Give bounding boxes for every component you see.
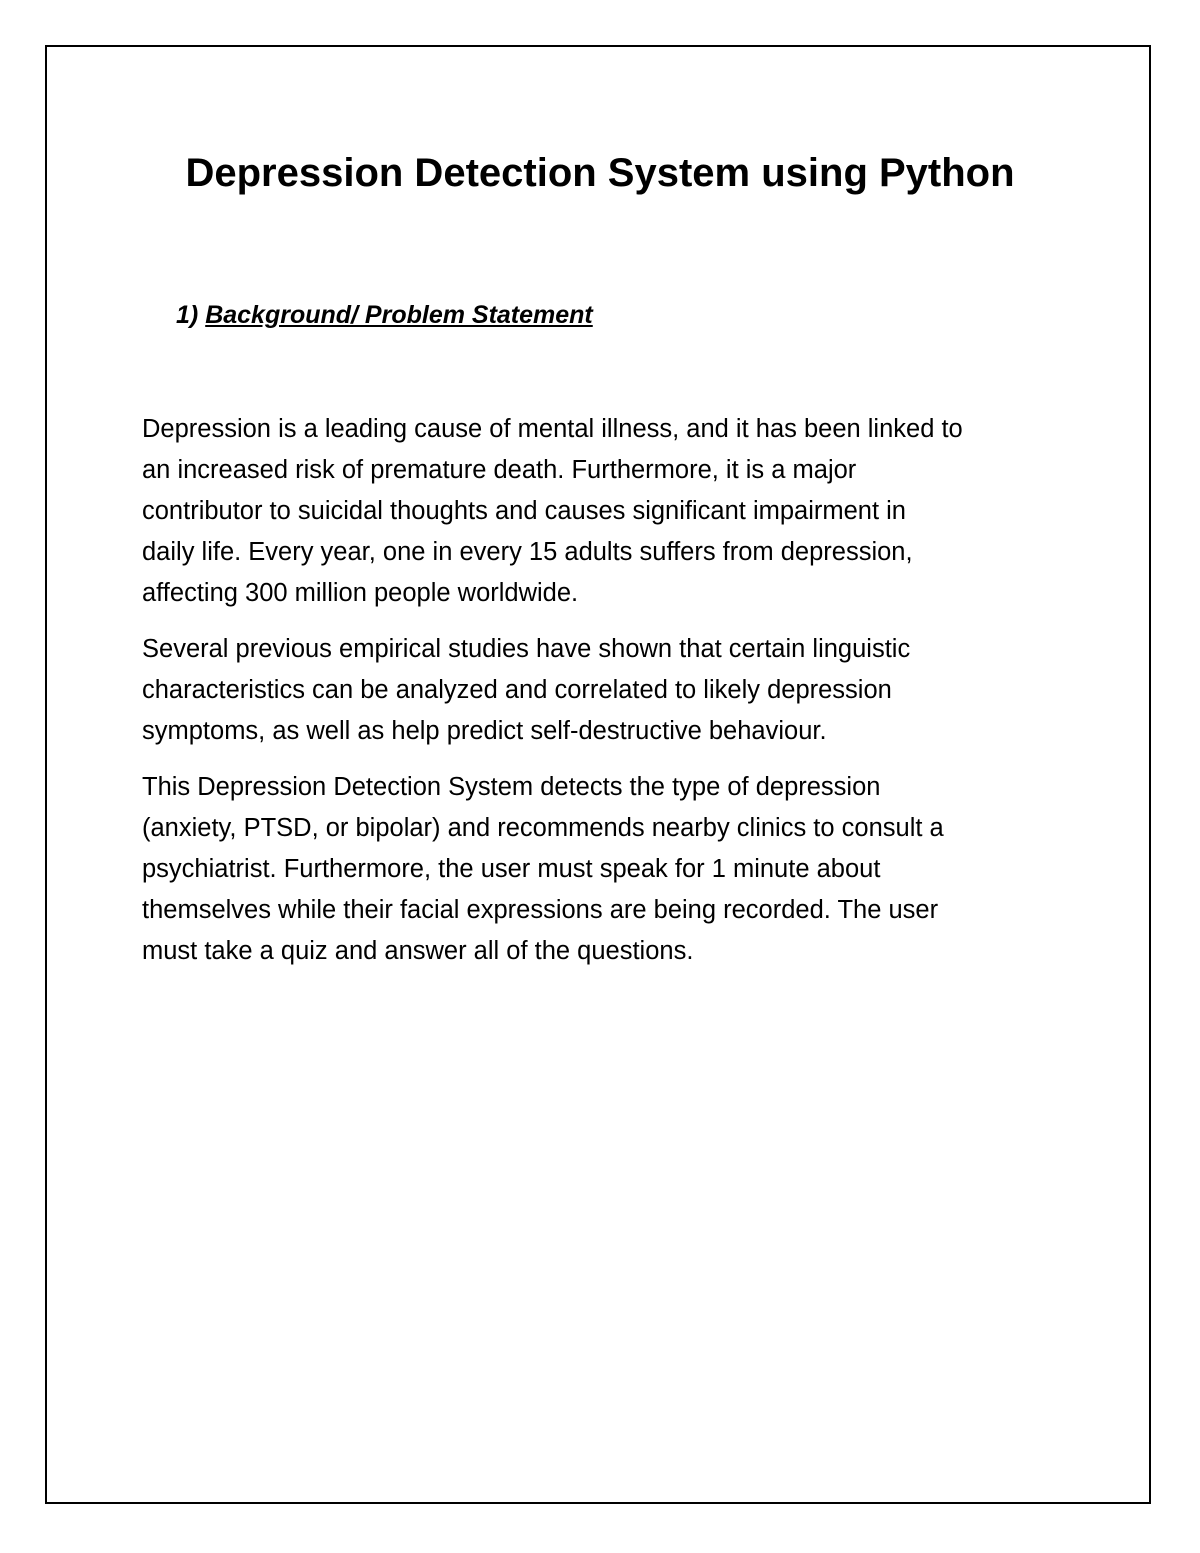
text-line: an increased risk of premature death. Furthermore, it is a major xyxy=(142,456,857,484)
text-line: daily life. Every year, one in every 15 adults suffers from depression, xyxy=(142,538,913,566)
text-line: This Depression Detection System detects the type of depression xyxy=(142,773,881,801)
paragraph-3 xyxy=(142,767,1082,972)
body-text xyxy=(142,409,1082,987)
text-line: must take a quiz and answer all of the questions. xyxy=(142,937,694,965)
text-line: (anxiety, PTSD, or bipolar) and recommends nearby clinics to consult a xyxy=(142,814,944,842)
paragraph-2 xyxy=(142,629,1082,752)
text-line: affecting 300 million people worldwide. xyxy=(142,579,579,607)
text-line: characteristics can be analyzed and correlated to likely depression xyxy=(142,676,892,704)
section-heading-text: Background/ Problem Statement xyxy=(205,301,593,329)
text-line: themselves while their facial expressions are being recorded. The user xyxy=(142,896,939,924)
text-line: Depression is a leading cause of mental illness, and it has been linked to xyxy=(142,415,963,443)
text-line: contributor to suicidal thoughts and causes significant impairment in xyxy=(142,497,906,525)
text-line: psychiatrist. Furthermore, the user must speak for 1 minute about xyxy=(142,855,881,883)
section-heading xyxy=(176,298,593,332)
paragraph-1 xyxy=(142,409,1082,614)
document-title: Depression Detection System using Python xyxy=(185,151,1015,195)
text-line: symptoms, as well as help predict self-destructive behaviour. xyxy=(142,717,827,745)
section-number: 1) xyxy=(176,301,199,329)
text-line: Several previous empirical studies have shown that certain linguistic xyxy=(142,635,911,663)
